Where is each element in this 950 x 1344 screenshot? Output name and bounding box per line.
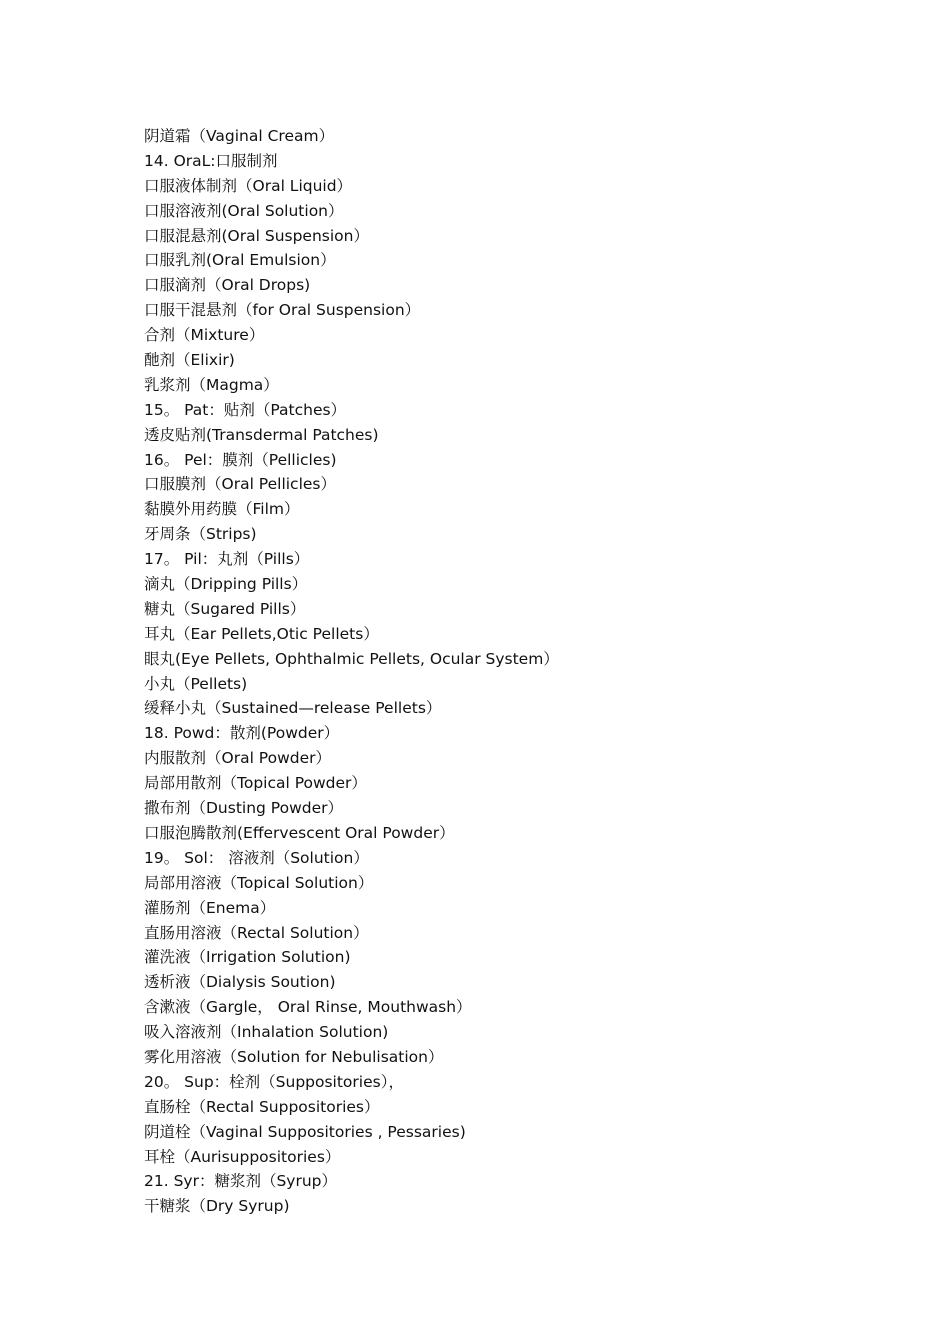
section-heading: 18. Powd：散剂(Powder）: [144, 724, 340, 743]
text-line: 含漱液（Gargle， Oral Rinse, Mouthwash）: [144, 998, 472, 1017]
text-line: 耳栓（Aurisuppositories）: [144, 1147, 341, 1166]
text-line: 滴丸（Dripping Pills）: [144, 575, 308, 594]
text-line: 阴道栓（Vaginal Suppositories , Pessaries): [144, 1122, 466, 1141]
text-line: 缓释小丸（Sustained—release Pellets）: [144, 699, 442, 718]
text-line: 吸入溶液剂（Inhalation Solution): [144, 1023, 389, 1042]
section-heading: 20。 Sup：栓剂（Suppositories），: [144, 1072, 404, 1091]
text-line: 撒布剂（Dusting Powder）: [144, 799, 344, 818]
text-line: 灌肠剂（Enema）: [144, 898, 276, 917]
section-heading: 14. OraL:口服制剂: [144, 151, 278, 170]
text-line: 灌洗液（Irrigation Solution): [144, 948, 351, 967]
text-line: 口服膜剂（Oral Pellicles）: [144, 475, 336, 494]
text-line: 乳浆剂（Magma）: [144, 375, 279, 394]
text-line: 口服溶液剂(Oral Solution）: [144, 201, 344, 220]
text-line: 口服液体制剂（Oral Liquid）: [144, 176, 353, 195]
text-line: 耳丸（Ear Pellets,Otic Pellets）: [144, 624, 379, 643]
text-line: 牙周条（Strips): [144, 525, 257, 544]
text-line: 透皮贴剂(Transdermal Patches): [144, 425, 379, 444]
document-body: [144, 124, 864, 1219]
text-line: 黏膜外用药膜（Film）: [144, 500, 300, 519]
text-line: 口服泡腾散剂(Effervescent Oral Powder）: [144, 823, 455, 842]
text-line: 直肠用溶液（Rectal Solution）: [144, 923, 369, 942]
text-line: 口服混悬剂(Oral Suspension）: [144, 226, 369, 245]
text-line: 透析液（Dialysis Soution): [144, 973, 336, 992]
text-line: 口服滴剂（Oral Drops): [144, 276, 311, 295]
section-heading: 16。 Pel：膜剂（Pellicles): [144, 450, 337, 469]
text-line: 口服乳剂(Oral Emulsion）: [144, 251, 336, 270]
section-heading: 21. Syr：糖浆剂（Syrup）: [144, 1172, 338, 1191]
text-line: 合剂（Mixture）: [144, 326, 265, 345]
text-line: 直肠栓（Rectal Suppositories）: [144, 1097, 380, 1116]
text-line: 内服散剂（Oral Powder）: [144, 749, 332, 768]
text-line: 糖丸（Sugared Pills）: [144, 599, 306, 618]
text-line: 眼丸(Eye Pellets, Ophthalmic Pellets, Ocular System）: [144, 649, 559, 668]
text-line: 酏剂（Elixir): [144, 351, 235, 370]
text-line: 阴道霜（Vaginal Cream）: [144, 127, 335, 145]
text-line: 小丸（Pellets): [144, 674, 248, 693]
text-line: 口服干混悬剂（for Oral Suspension）: [144, 301, 421, 320]
text-line: 局部用溶液（Topical Solution）: [144, 873, 374, 892]
section-heading: 19。 Sol： 溶液剂（Solution）: [144, 848, 369, 867]
section-heading: 17。 Pil：丸剂（Pills）: [144, 550, 310, 569]
section-heading: 15。 Pat：贴剂（Patches）: [144, 400, 347, 419]
text-line: 局部用散剂（Topical Powder）: [144, 774, 367, 793]
text-line: 雾化用溶液（Solution for Nebulisation）: [144, 1047, 444, 1066]
text-line: 干糖浆（Dry Syrup): [144, 1197, 290, 1216]
